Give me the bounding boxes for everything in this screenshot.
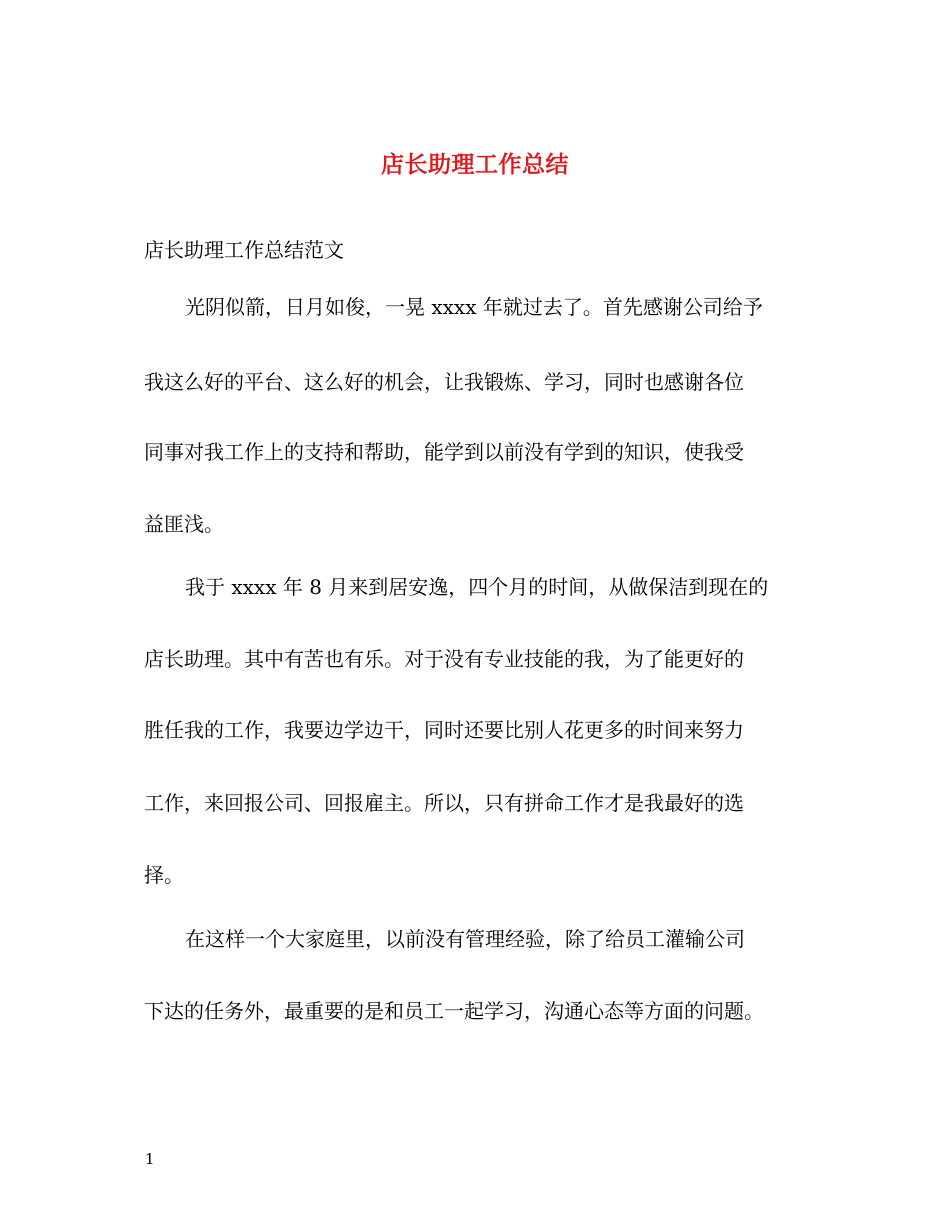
paragraph-line: 我于 xxxx 年 8 月来到居安逸，四个月的时间，从做保洁到现在的: [185, 575, 769, 599]
paragraph-line: 择。: [144, 863, 184, 887]
document-title: 店长助理工作总结: [381, 151, 569, 178]
paragraph-line: 益匪浅。: [144, 512, 224, 536]
paragraph-line: 胜任我的工作，我要边学边干，同时还要比别人花更多的时间来努力: [144, 718, 744, 742]
paragraph-line: 我这么好的平台、这么好的机会，让我锻炼、学习，同时也感谢各位: [144, 370, 744, 394]
paragraph-line: 店长助理。其中有苦也有乐。对于没有专业技能的我，为了能更好的: [144, 647, 744, 671]
paragraph-line: 下达的任务外，最重要的是和员工一起学习，沟通心态等方面的问题。: [144, 999, 764, 1023]
paragraph-line: 在这样一个大家庭里，以前没有管理经验，除了给员工灌输公司: [185, 927, 745, 951]
paragraph-line: 工作，来回报公司、回报雇主。所以，只有拼命工作才是我最好的选: [144, 791, 744, 815]
paragraph-line: 同事对我工作上的支持和帮助，能学到以前没有学到的知识，使我受: [144, 440, 744, 464]
page-number: 1: [145, 1150, 155, 1168]
document-subtitle: 店长助理工作总结范文: [144, 238, 344, 262]
paragraph-line: 光阴似箭，日月如俊，一晃 xxxx 年就过去了。首先感谢公司给予: [185, 295, 763, 319]
